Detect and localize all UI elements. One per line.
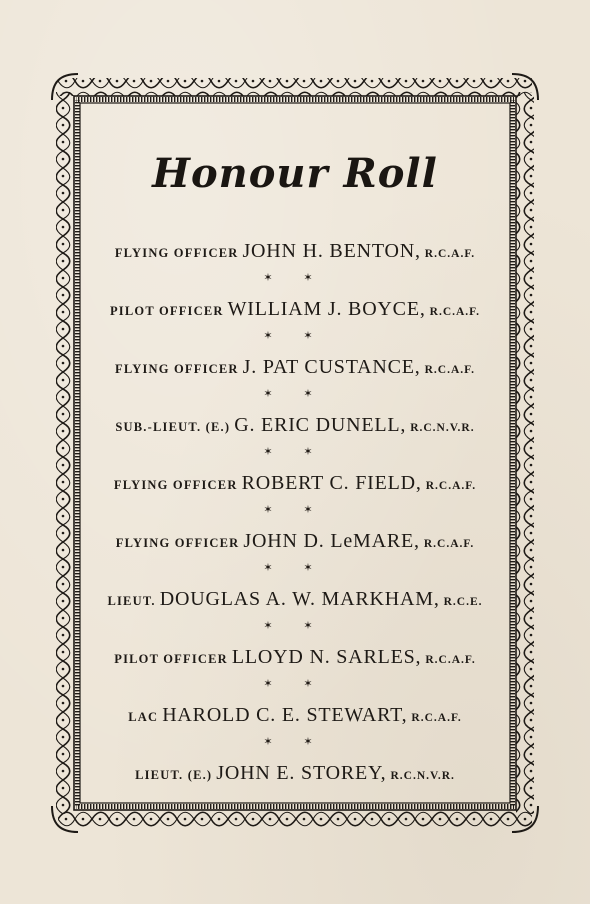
entry-unit: R.C.A.F. xyxy=(425,654,476,666)
honour-entry xyxy=(80,530,510,553)
entry-unit: R.C.A.F. xyxy=(411,712,462,724)
entry-rank: FLYING OFFICER xyxy=(114,246,239,260)
page-title: Honour Roll xyxy=(152,150,438,197)
entry-rank: FLYING OFFICER xyxy=(115,362,239,376)
star-separator: ✶ ✶ xyxy=(263,562,327,574)
honour-entry xyxy=(80,588,510,611)
entry-rank: PILOT OFFICER xyxy=(114,652,228,666)
entry-unit: R.C.A.F. xyxy=(424,364,475,376)
star-separator: ✶ ✶ xyxy=(263,736,327,748)
entry-rank: PILOT OFFICER xyxy=(109,304,224,318)
entry-unit: R.C.A.F. xyxy=(424,248,476,260)
entry-name: DOUGLAS A. W. MARKHAM, xyxy=(159,588,440,610)
star-separator: ✶ ✶ xyxy=(263,388,327,400)
entry-name: J. PAT CUSTANCE, xyxy=(242,356,421,378)
star-separator: ✶ ✶ xyxy=(263,446,327,458)
entry-name: JOHN E. STOREY, xyxy=(216,762,387,784)
entry-name: ROBERT C. FIELD, xyxy=(241,472,422,494)
entry-rank: LIEUT. xyxy=(107,594,156,608)
entry-name: JOHN D. LeMARE, xyxy=(243,530,420,552)
honour-entry xyxy=(80,704,510,727)
entry-name: G. ERIC DUNELL, xyxy=(234,414,407,436)
honour-entry xyxy=(80,646,510,669)
honour-entry xyxy=(80,762,510,785)
entry-unit: R.C.A.F. xyxy=(425,480,477,492)
honour-entry xyxy=(80,356,510,379)
honour-entry xyxy=(80,472,510,495)
star-separator: ✶ ✶ xyxy=(263,620,327,632)
entry-name: JOHN H. BENTON, xyxy=(242,240,421,262)
entry-unit: R.C.A.F. xyxy=(423,538,475,550)
entry-rank: LAC xyxy=(128,710,159,724)
entry-unit: R.C.N.V.R. xyxy=(390,770,455,782)
honour-entry xyxy=(80,414,510,437)
honour-entry xyxy=(80,240,510,263)
honour-entry xyxy=(80,298,510,321)
star-separator: ✶ ✶ xyxy=(263,272,327,284)
star-separator: ✶ ✶ xyxy=(263,678,327,690)
star-separator: ✶ ✶ xyxy=(263,504,327,516)
entry-rank: LIEUT. (E.) xyxy=(135,768,213,782)
entry-unit: R.C.N.V.R. xyxy=(410,422,475,434)
entry-rank: SUB.-LIEUT. (E.) xyxy=(115,420,231,434)
entry-name: LLOYD N. SARLES, xyxy=(231,646,422,668)
entry-unit: R.C.A.F. xyxy=(429,306,481,318)
entry-name: WILLIAM J. BOYCE, xyxy=(227,298,426,320)
honour-roll-content xyxy=(80,140,510,784)
entry-rank: FLYING OFFICER xyxy=(115,536,240,550)
entry-name: HAROLD C. E. STEWART, xyxy=(162,704,408,726)
entry-rank: FLYING OFFICER xyxy=(113,478,238,492)
entry-unit: R.C.E. xyxy=(443,596,483,608)
star-separator: ✶ ✶ xyxy=(263,330,327,342)
